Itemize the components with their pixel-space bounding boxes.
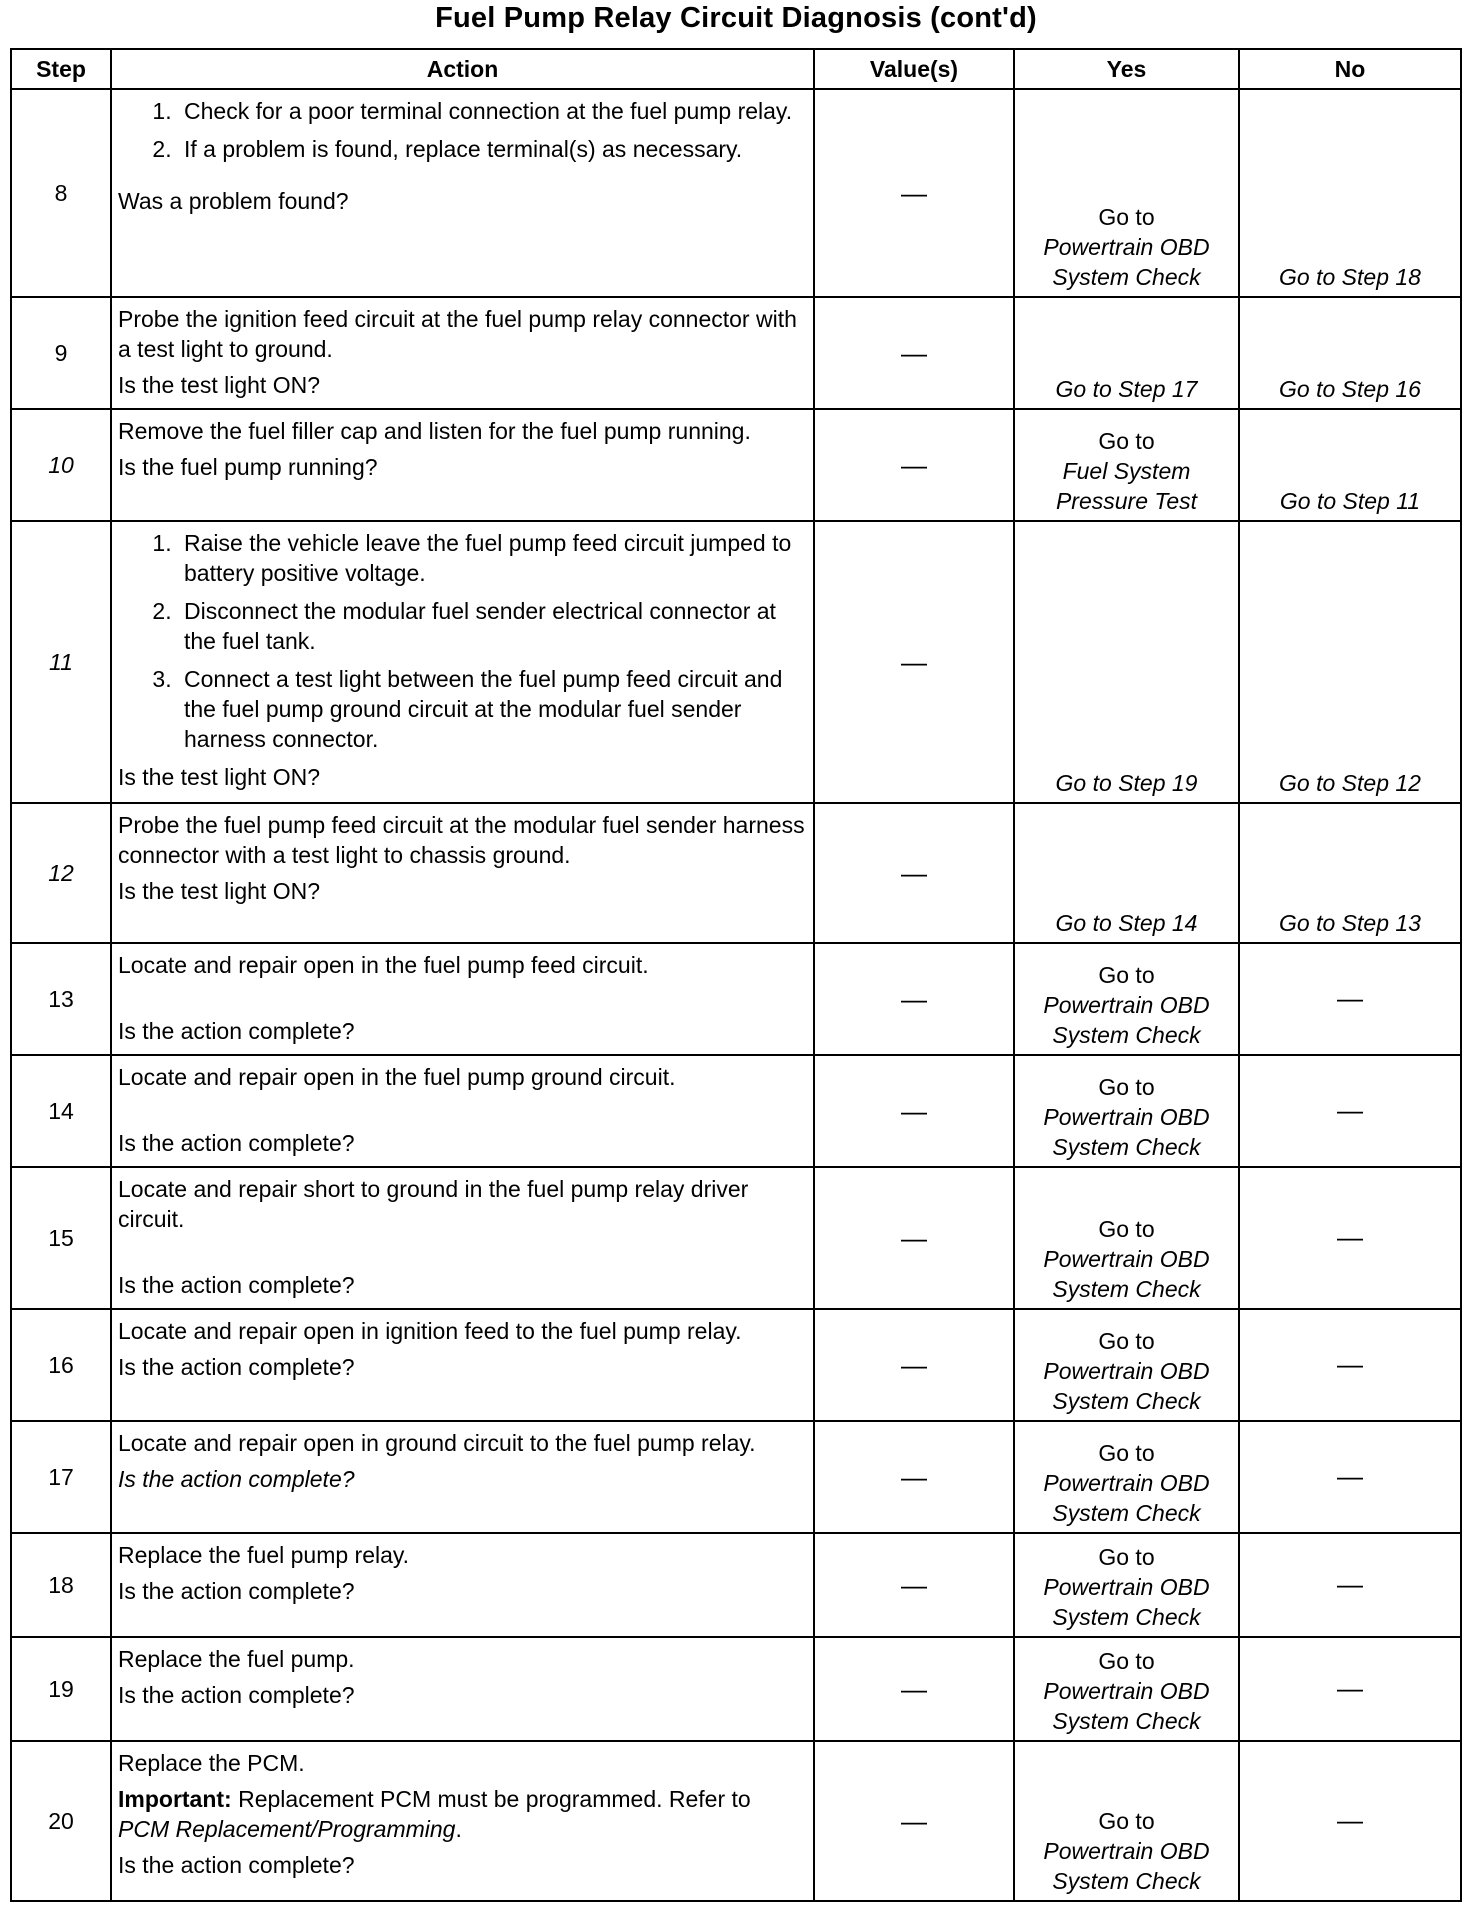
action-question: Is the action complete?	[118, 1466, 355, 1492]
step-number: 14	[11, 1055, 111, 1167]
value-cell: —	[814, 1055, 1014, 1167]
yes-cell	[1014, 89, 1239, 297]
action-cell	[111, 803, 814, 943]
action-item: 2. If a problem is found, replace terminal(s) as necessary.	[178, 134, 807, 164]
value-cell: —	[814, 521, 1014, 803]
yes-line: Powertrain OBD	[1043, 1470, 1210, 1496]
yes-cell: Go to Step 19	[1014, 521, 1239, 803]
yes-line: Pressure Test	[1055, 488, 1198, 514]
yes-line: System Check	[1052, 1022, 1201, 1048]
action-item: 2. Disconnect the modular fuel sender electrical connector at the fuel tank.	[178, 596, 807, 656]
value-cell: —	[814, 1421, 1014, 1533]
step-number: 9	[11, 297, 111, 409]
yes-line: Powertrain OBD	[1043, 1246, 1210, 1272]
table-row	[11, 521, 1461, 803]
yes-line: Go to	[1098, 1440, 1155, 1466]
header-no: No	[1239, 49, 1461, 89]
yes-line: System Check	[1052, 1500, 1201, 1526]
action-cell	[111, 1741, 814, 1901]
action-question: Is the test light ON?	[118, 372, 320, 398]
action-question: Is the action complete?	[118, 1682, 355, 1708]
table-row	[11, 1309, 1461, 1421]
table-row	[11, 1055, 1461, 1167]
yes-line: Powertrain OBD	[1043, 234, 1210, 260]
yes-line: Powertrain OBD	[1043, 992, 1210, 1018]
yes-cell	[1014, 1741, 1239, 1901]
action-text: Replace the fuel pump.	[118, 1646, 355, 1672]
step-number: 11	[11, 521, 111, 803]
yes-line: System Check	[1052, 1708, 1201, 1734]
action-cell	[111, 1167, 814, 1309]
yes-cell	[1014, 1309, 1239, 1421]
yes-line: Go to	[1098, 1808, 1155, 1834]
table-row	[11, 943, 1461, 1055]
yes-line: Go to	[1098, 1648, 1155, 1674]
step-number: 18	[11, 1533, 111, 1637]
action-text: Locate and repair open in ignition feed to the fuel pump relay.	[118, 1318, 742, 1344]
no-cell: Go to Step 11	[1239, 409, 1461, 521]
page-title: Fuel Pump Relay Circuit Diagnosis (cont'd)	[435, 2, 1037, 34]
yes-line: Go to	[1098, 1216, 1155, 1242]
no-cell: Go to Step 12	[1239, 521, 1461, 803]
action-text: Replace the PCM.	[118, 1750, 305, 1776]
yes-line: Powertrain OBD	[1043, 1104, 1210, 1130]
action-cell	[111, 943, 814, 1055]
action-item: 3. Connect a test light between the fuel pump feed circuit and the fuel pump ground circuit at the modular fuel sender harness connector.	[178, 664, 807, 754]
action-question: Is the test light ON?	[118, 764, 320, 790]
step-number: 19	[11, 1637, 111, 1741]
action-question: Is the action complete?	[118, 1578, 355, 1604]
no-cell: —	[1239, 1167, 1461, 1309]
step-number: 13	[11, 943, 111, 1055]
value-cell: —	[814, 1741, 1014, 1901]
yes-line: Go to	[1098, 962, 1155, 988]
no-cell: Go to Step 13	[1239, 803, 1461, 943]
step-number: 15	[11, 1167, 111, 1309]
yes-cell: Go to Step 14	[1014, 803, 1239, 943]
header-row	[11, 49, 1461, 89]
no-cell: —	[1239, 943, 1461, 1055]
header-values: Value(s)	[814, 49, 1014, 89]
table-row	[11, 1421, 1461, 1533]
no-cell: Go to Step 18	[1239, 89, 1461, 297]
yes-line: Go to	[1098, 1544, 1155, 1570]
step-number: 10	[11, 409, 111, 521]
yes-cell	[1014, 1421, 1239, 1533]
step-number: 20	[11, 1741, 111, 1901]
yes-line: Powertrain OBD	[1043, 1358, 1210, 1384]
important-end: .	[455, 1816, 462, 1842]
action-question: Is the test light ON?	[118, 878, 320, 904]
yes-line: Powertrain OBD	[1043, 1574, 1210, 1600]
action-question: Is the action complete?	[118, 1852, 355, 1878]
step-number: 17	[11, 1421, 111, 1533]
yes-line: System Check	[1052, 1868, 1201, 1894]
yes-line: Fuel System	[1062, 458, 1191, 484]
important-text: Replacement PCM must be programmed. Refer to	[238, 1786, 751, 1812]
step-number: 16	[11, 1309, 111, 1421]
yes-cell: Go to Step 17	[1014, 297, 1239, 409]
no-cell: Go to Step 16	[1239, 297, 1461, 409]
yes-cell	[1014, 409, 1239, 521]
action-cell	[111, 1309, 814, 1421]
value-cell: —	[814, 1533, 1014, 1637]
action-cell	[111, 1637, 814, 1741]
action-item: 1. Check for a poor terminal connection at the fuel pump relay.	[178, 96, 807, 126]
table-row	[11, 803, 1461, 943]
no-cell: —	[1239, 1741, 1461, 1901]
step-number: 8	[11, 89, 111, 297]
yes-cell	[1014, 1167, 1239, 1309]
yes-line: Go to	[1098, 204, 1155, 230]
yes-line: Go to	[1098, 1074, 1155, 1100]
yes-line: Powertrain OBD	[1043, 1838, 1210, 1864]
action-item: 1. Raise the vehicle leave the fuel pump feed circuit jumped to battery positive voltage.	[178, 528, 807, 588]
table-row	[11, 1741, 1461, 1901]
table-row	[11, 1167, 1461, 1309]
action-cell	[111, 297, 814, 409]
table-row	[11, 409, 1461, 521]
table-row	[11, 89, 1461, 297]
no-cell: —	[1239, 1421, 1461, 1533]
step-number: 12	[11, 803, 111, 943]
table-row	[11, 1533, 1461, 1637]
action-text: Locate and repair open in the fuel pump feed circuit.	[118, 952, 649, 978]
value-cell: —	[814, 297, 1014, 409]
yes-line: System Check	[1052, 1604, 1201, 1630]
value-cell: —	[814, 89, 1014, 297]
no-cell: —	[1239, 1055, 1461, 1167]
action-cell	[111, 409, 814, 521]
header-step: Step	[11, 49, 111, 89]
action-text: Replace the fuel pump relay.	[118, 1542, 410, 1568]
yes-cell	[1014, 943, 1239, 1055]
value-cell: —	[814, 1637, 1014, 1741]
diagnosis-table	[10, 48, 1462, 1902]
yes-line: System Check	[1052, 1134, 1201, 1160]
action-question: Was a problem found?	[118, 188, 349, 214]
action-cell	[111, 89, 814, 297]
yes-line: Powertrain OBD	[1043, 1678, 1210, 1704]
yes-cell	[1014, 1637, 1239, 1741]
table-row	[11, 1637, 1461, 1741]
action-question: Is the action complete?	[118, 1018, 355, 1044]
table-row	[11, 297, 1461, 409]
no-cell: —	[1239, 1637, 1461, 1741]
yes-line: Go to	[1098, 1328, 1155, 1354]
no-cell: —	[1239, 1533, 1461, 1637]
important-note	[118, 1784, 807, 1844]
yes-line: Go to	[1098, 428, 1155, 454]
yes-line: System Check	[1052, 1276, 1201, 1302]
header-yes: Yes	[1014, 49, 1239, 89]
action-text: Locate and repair short to ground in the fuel pump relay driver circuit.	[118, 1176, 749, 1232]
action-cell	[111, 1421, 814, 1533]
value-cell: —	[814, 409, 1014, 521]
action-text: Remove the fuel filler cap and listen for the fuel pump running.	[118, 418, 751, 444]
action-text: Probe the fuel pump feed circuit at the modular fuel sender harness connector with a test light to chassis ground.	[118, 812, 805, 868]
important-ref: PCM Replacement/Programming	[118, 1816, 456, 1842]
important-label: Important:	[118, 1786, 232, 1812]
action-cell	[111, 1055, 814, 1167]
action-text: Locate and repair open in the fuel pump ground circuit.	[118, 1064, 676, 1090]
action-question: Is the action complete?	[118, 1272, 355, 1298]
value-cell: —	[814, 803, 1014, 943]
action-text: Locate and repair open in ground circuit to the fuel pump relay.	[118, 1430, 756, 1456]
value-cell: —	[814, 1309, 1014, 1421]
action-question: Is the fuel pump running?	[118, 454, 378, 480]
action-question: Is the action complete?	[118, 1354, 355, 1380]
yes-line: System Check	[1052, 264, 1201, 290]
no-cell: —	[1239, 1309, 1461, 1421]
action-text: Probe the ignition feed circuit at the fuel pump relay connector with a test light to ground.	[118, 306, 797, 362]
action-cell	[111, 1533, 814, 1637]
action-cell	[111, 521, 814, 803]
yes-line: System Check	[1052, 1388, 1201, 1414]
yes-cell	[1014, 1055, 1239, 1167]
action-question: Is the action complete?	[118, 1130, 355, 1156]
value-cell: —	[814, 1167, 1014, 1309]
header-action: Action	[111, 49, 814, 89]
yes-cell	[1014, 1533, 1239, 1637]
value-cell: —	[814, 943, 1014, 1055]
